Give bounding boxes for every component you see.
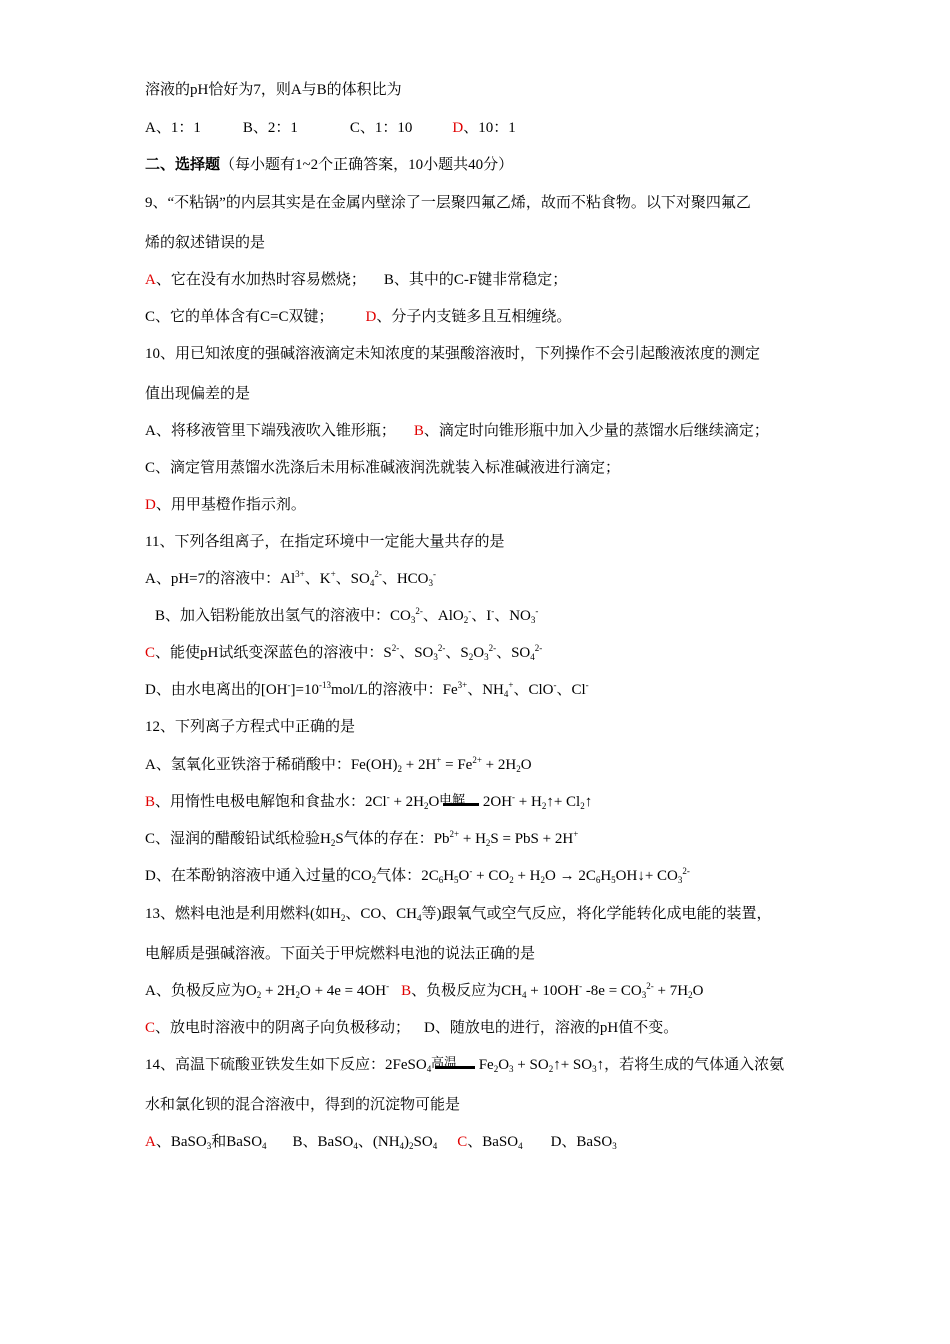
- q13-stem-1: 13、燃料电池是利用燃料(如$H_2$、CO、$CH_4$等)跟氧气或空气反应，将化学能转化成电能的装置，: [145, 906, 772, 923]
- q9-option-c: C、它的单体含有C=C双键；: [145, 309, 334, 325]
- q14-option-a: 、BaSO$_3$和BaSO$_4$: [155, 1134, 267, 1151]
- q11-option-b-ions: $CO_3^{2-}$、AlO$_2$-、I-、$NO_3^-$: [390, 606, 539, 625]
- q8-option-d: 、10：1: [463, 120, 516, 136]
- q10-option-d-letter: D: [145, 497, 156, 513]
- q11-option-a-line: [145, 569, 436, 589]
- q11-stem: 11、下列各组离子，在指定环境中一定能大量共存的是: [145, 534, 505, 550]
- q13-options-ab: [145, 981, 703, 1001]
- q14-option-c-letter: C: [457, 1134, 468, 1150]
- q12-option-b: 、用惰性电极电解饱和食盐水：: [155, 794, 366, 810]
- q14-options: [145, 1132, 617, 1152]
- section-2-heading: [145, 155, 513, 175]
- q14-stem-tail: ，若将生成的气体通入浓氨: [604, 1057, 785, 1073]
- q14-stem-lead: 14、高温下硫酸亚铁发生如下反应：: [145, 1057, 386, 1073]
- q10-options-ab: [145, 421, 769, 441]
- q13-options-cd: [145, 1018, 678, 1038]
- q11-option-c-line: [145, 643, 542, 663]
- q14-stem-2: 水和氯化钡的混合溶液中，得到的沉淀物可能是: [145, 1097, 461, 1113]
- q8-option-c: C、1：10: [349, 120, 413, 136]
- q14-option-b: B、BaSO$_4$、$(NH_4)_2SO_4$: [292, 1134, 438, 1151]
- q12-option-d-label: D、在苯酚钠溶液中通入过量的$CO_2$气体：: [145, 868, 422, 885]
- q12-option-c-line: [145, 829, 578, 849]
- q14-option-c: 、BaSO$_4$: [467, 1134, 523, 1151]
- q9-option-a: 、它在没有水加热时容易燃烧；: [155, 272, 366, 288]
- q11-option-c-ions: $S^{2-}$、$SO_3^{2-}$、$S_2O_3^{2-}$、$SO_4^{2-}$: [383, 643, 543, 662]
- q14-option-a-letter: A: [145, 1134, 156, 1150]
- q8-options: [145, 118, 516, 138]
- q12-option-b-line: [145, 792, 592, 812]
- q11-option-b: B、加入铝粉能放出氢气的溶液中：: [155, 608, 391, 624]
- q9-option-a-letter: A: [145, 272, 156, 288]
- q12-option-b-equation: $2Cl^- + 2H_2O$ 电解 $2OH^- + H_2↑+$ $Cl_2↑$: [365, 792, 593, 811]
- q12-option-b-letter: B: [145, 794, 156, 810]
- q13-option-c-letter: C: [145, 1020, 156, 1036]
- q9-stem-1: 9、“不粘锅”的内层其实是在金属内壁涂了一层聚四氟乙烯，故而不粘食物。以下对聚四氟乙: [145, 195, 751, 211]
- q13-option-a-equation: $O_2 + 2H_2O + 4e = 4OH^-$: [245, 981, 390, 1000]
- q9-option-b: B、其中的C-F键非常稳定；: [383, 272, 568, 288]
- q9-options-ab: [145, 270, 567, 290]
- q13-option-b-letter: B: [401, 983, 412, 999]
- q12-option-c-equation: $Pb^{2+} + H_2S$ = PbS + 2H+: [433, 829, 579, 848]
- q12-stem: 12、下列离子方程式中正确的是: [145, 719, 356, 735]
- q13-stem-2: 电解质是强碱溶液。下面关于甲烷燃料电池的说法正确的是: [145, 946, 536, 962]
- q12-option-a-line: [145, 755, 532, 775]
- q14-equation: 2FeSO$_4$ 高温 $Fe_2O_3$ + $SO_2↑+$ $SO_3↑$: [385, 1055, 605, 1074]
- section-2-title: 二、选择题: [145, 157, 221, 173]
- q8-option-a: A、1：1: [145, 120, 201, 136]
- q9-options-cd: [145, 307, 571, 327]
- q12-option-a: A、氢氧化亚铁溶于稀硝酸中：: [145, 757, 351, 773]
- q10-option-d-line: [145, 495, 306, 515]
- q9-option-d-letter: D: [365, 309, 377, 325]
- q8-stem-tail: 溶液的pH恰好为7，则A与B的体积比为: [145, 82, 402, 98]
- q13-option-b-equation: $CH_4 + 10OH^-$ $-8e = CO_3^{2-} + 7H_2O$: [501, 981, 704, 1000]
- q12-option-d-line: [145, 866, 690, 886]
- q8-option-d-letter: D: [452, 120, 464, 136]
- q10-option-b: 、滴定时向锥形瓶中加入少量的蒸馏水后继续滴定；: [423, 423, 769, 439]
- q11-option-a: A、pH=7的溶液中：: [145, 571, 281, 587]
- q10-option-d: 、用甲基橙作指示剂。: [155, 497, 306, 513]
- electrolysis-condition: 电解: [439, 792, 466, 807]
- q10-stem-2: 值出现偏差的是: [145, 386, 251, 402]
- q8-option-b: B、2：1: [242, 120, 298, 136]
- q11-option-d-line: [145, 680, 589, 700]
- q13-option-d: D、随放电的进行，溶液的pH值不变。: [424, 1020, 679, 1036]
- q13-option-c: 、放电时溶液中的阴离子向负极移动；: [155, 1020, 411, 1036]
- q11-option-b-line: [155, 606, 538, 626]
- q10-stem-1: 10、用已知浓度的强碱溶液滴定未知浓度的某强酸溶液时，下列操作不会引起酸液浓度的测定: [145, 346, 761, 362]
- q10-option-b-letter: B: [413, 423, 424, 439]
- q11-option-d-ions: $Fe^{3+}$、$NH_4^+$、ClO-、Cl-: [442, 680, 589, 699]
- q11-option-c-letter: C: [145, 645, 156, 661]
- q11-option-d-label: D、由水电离出的$[OH^-]=10^{-13}mol/L$的溶液中：: [145, 680, 443, 698]
- q13-option-a: A、负极反应为: [145, 983, 246, 999]
- q14-option-d: D、BaSO$_3$: [550, 1134, 617, 1151]
- q12-option-a-equation: $Fe(OH)_2 + 2H^+ = Fe^{2+} + 2H_2O$: [350, 755, 532, 774]
- q12-option-c-label: C、湿润的醋酸铅试纸检验$H_2S$气体的存在：: [145, 831, 434, 848]
- q13-option-b: 、负极反应为: [411, 983, 502, 999]
- q11-option-a-ions: $Al^{3+}$、K+、$SO_4^{2-}$、$HCO_3^-$: [280, 569, 436, 588]
- q12-option-d-equation: $2C_6H_5O^- + CO_2 + H_2O$ → $2C_6H_5OH↓+ CO_3^{2-}$: [421, 866, 690, 885]
- q14-stem-1: [145, 1055, 784, 1075]
- high-temp-condition: 高温: [430, 1055, 457, 1070]
- q11-option-c: 、能使pH试纸变深蓝色的溶液中：: [155, 645, 384, 661]
- section-2-note: （每小题有1~2个正确答案，10小题共40分）: [220, 157, 514, 173]
- q10-option-c: C、滴定管用蒸馏水洗涤后未用标准碱液润洗就装入标准碱液进行滴定；: [145, 460, 621, 476]
- q9-option-d: 、分子内支链多且互相缠绕。: [376, 309, 572, 325]
- q9-stem-2: 烯的叙述错误的是: [145, 235, 266, 251]
- q10-option-a: A、将移液管里下端残液吹入锥形瓶；: [145, 423, 396, 439]
